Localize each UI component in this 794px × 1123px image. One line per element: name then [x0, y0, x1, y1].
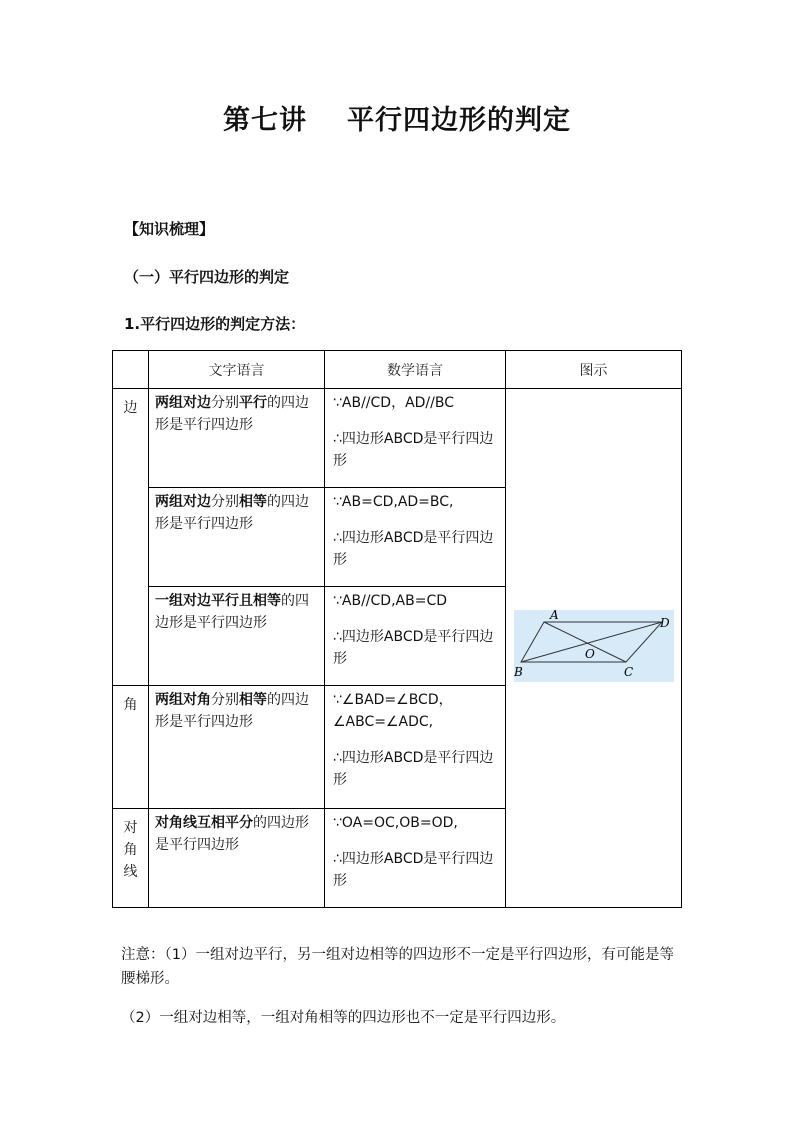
header-text-language: 文字语言	[149, 351, 325, 389]
text-cell: 两组对边分别相等的四边形是平行四边形	[149, 488, 325, 587]
label-a: A	[549, 610, 559, 622]
subsection-heading: （一）平行四边形的判定	[124, 268, 290, 286]
note-2: （2）一组对边相等，一组对角相等的四边形也不一定是平行四边形。	[121, 1010, 566, 1026]
note-1: 注意：（1）一组对边平行，另一组对边相等的四边形不一定是平行四边形，有可能是等腰梯形。	[121, 947, 674, 987]
math-cell: ∵AB//CD，AD//BC ∴四边形ABCD是平行四边形	[325, 389, 506, 488]
figure-cell	[506, 389, 682, 908]
label-b: B	[513, 665, 523, 679]
text-cell: 对角线互相平分的四边形是平行四边形	[149, 809, 325, 908]
text-cell: 两组对角分别相等的四边形是平行四边形	[149, 686, 325, 809]
text-cell: 一组对边平行且相等的四边形是平行四边形	[149, 587, 325, 686]
math-cell: ∵AB=CD,AD=BC, ∴四边形ABCD是平行四边形	[325, 488, 506, 587]
page-title: 第七讲 平行四边形的判定	[223, 105, 571, 136]
math-cell: ∵OA=OC,OB=OD, ∴四边形ABCD是平行四边形	[325, 809, 506, 908]
category-side: 边	[113, 389, 149, 686]
item-heading: 1.平行四边形的判定方法：	[124, 315, 306, 333]
parallelogram-figure	[514, 610, 674, 682]
label-c: C	[623, 665, 633, 679]
header-empty	[113, 351, 149, 389]
criteria-table	[112, 350, 682, 908]
header-math-language: 数学语言	[325, 351, 506, 389]
label-o: O	[584, 647, 595, 661]
label-d: D	[659, 616, 670, 630]
math-cell: ∵AB//CD,AB=CD ∴四边形ABCD是平行四边形	[325, 587, 506, 686]
text-cell: 两组对边分别平行的四边形是平行四边形	[149, 389, 325, 488]
header-figure: 图示	[506, 351, 682, 389]
category-diagonal: 对 角 线	[113, 809, 149, 908]
section-heading: 【知识梳理】	[124, 220, 215, 238]
math-cell: ∵∠BAD=∠BCD，∠ABC=∠ADC, ∴四边形ABCD是平行四边形	[325, 686, 506, 809]
category-angle: 角	[113, 686, 149, 809]
